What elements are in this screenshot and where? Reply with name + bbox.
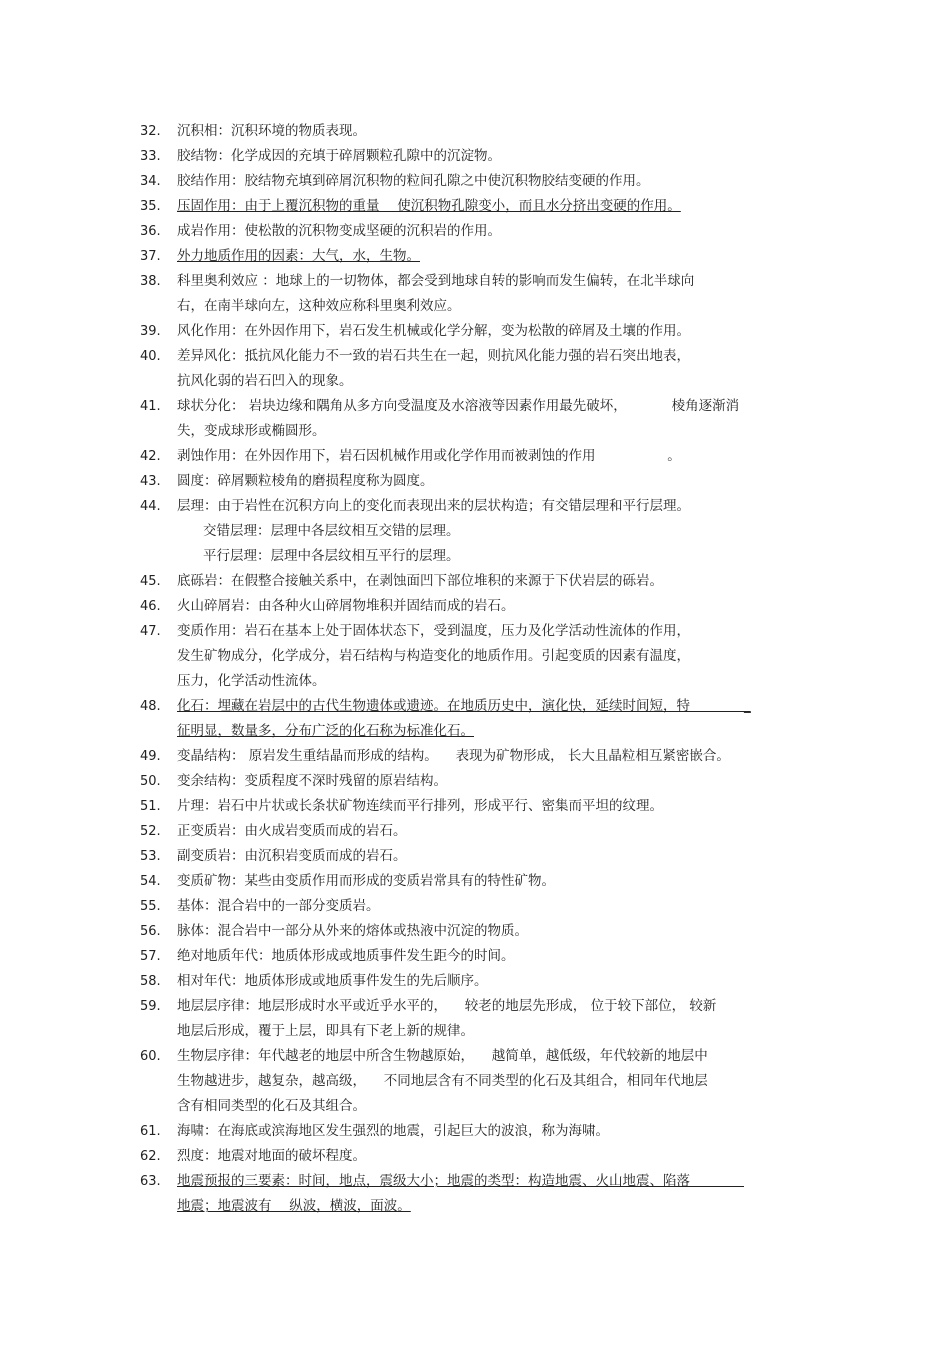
entry-text-line: 胶结物：化学成因的充填于碎屑颗粒孔隙中的沉淀物。 xyxy=(177,148,501,164)
entry-number: 51. xyxy=(140,799,161,814)
entry-text-line: 变质矿物：某些由变质作用而形成的变质岩常具有的特性矿物。 xyxy=(177,873,555,889)
entry-number: 48. xyxy=(140,699,161,714)
entry-number: 36. xyxy=(140,224,161,239)
glossary-entry xyxy=(140,769,820,794)
entry-text-line: 征明显，数量多，分布广泛的化石称为标准化石。 xyxy=(177,723,474,739)
glossary-entry xyxy=(140,794,820,819)
entry-text-line: 层理：由于岩性在沉积方向上的变化而表现出来的层状构造；有交错层理和平行层理。 xyxy=(177,498,690,514)
glossary-entry xyxy=(140,619,820,694)
entry-text-line: 绝对地质年代：地质体形成或地质事件发生距今的时间。 xyxy=(177,948,515,964)
entry-text-line: 沉积相：沉积环境的物质表现。 xyxy=(177,123,366,139)
entry-text-line: 球状分化： 岩块边缘和隅角从多方向受温度及水溶液等因素作用最先破坏， 棱角逐渐消 xyxy=(177,398,740,414)
glossary-entry xyxy=(140,119,820,144)
entry-text-line: 化石：埋藏在岩层中的古代生物遗体或遗迹。在地质历史中，演化快，延续时间短，特 _ xyxy=(177,698,751,714)
entry-text-line: 片理：岩石中片状或长条状矿物连续而平行排列，形成平行、密集而平坦的纹理。 xyxy=(177,798,663,814)
entry-text-line: 烈度：地震对地面的破坏程度。 xyxy=(177,1148,366,1164)
entry-text-line: 正变质岩：由火成岩变质而成的岩石。 xyxy=(177,823,407,839)
entry-number: 63. xyxy=(140,1174,161,1189)
entry-text-line: 右，在南半球向左，这种效应称科里奥利效应。 xyxy=(177,298,461,314)
glossary-entry xyxy=(140,1169,820,1219)
entry-text-line: 底砾岩：在假整合接触关系中，在剥蚀面凹下部位堆积的来源于下伏岩层的砾岩。 xyxy=(177,573,663,589)
entry-text-line: 压固作用：由于上覆沉积物的重量 使沉积物孔隙变小，而且水分挤出变硬的作用。 xyxy=(177,198,681,214)
glossary-entry xyxy=(140,1144,820,1169)
entry-text-line: 发生矿物成分，化学成分，岩石结构与构造变化的地质作用。引起变质的因素有温度， xyxy=(177,648,690,664)
glossary-entry xyxy=(140,594,820,619)
entry-sub-definition: 交错层理：层理中各层纹相互交错的层理。 xyxy=(203,523,460,539)
glossary-entry xyxy=(140,1044,820,1119)
entry-number: 40. xyxy=(140,349,161,364)
glossary-entry xyxy=(140,469,820,494)
glossary-list xyxy=(140,119,820,1219)
glossary-entry xyxy=(140,494,820,569)
entry-number: 32. xyxy=(140,124,161,139)
glossary-entry xyxy=(140,894,820,919)
entry-text-line: 科里奥利效应 ：地球上的一切物体，都会受到地球自转的影响而发生偏转，在北半球向 xyxy=(177,273,695,289)
glossary-entry xyxy=(140,194,820,219)
entry-number: 58. xyxy=(140,974,161,989)
glossary-entry xyxy=(140,444,820,469)
entry-number: 50. xyxy=(140,774,161,789)
entry-number: 57. xyxy=(140,949,161,964)
entry-text-line: 生物越进步，越复杂，越高级， 不同地层含有不同类型的化石及其组合，相同年代地层 xyxy=(177,1073,708,1089)
glossary-entry xyxy=(140,919,820,944)
entry-number: 52. xyxy=(140,824,161,839)
entry-text-line: 差异风化：抵抗风化能力不一致的岩石共生在一起，则抗风化能力强的岩石突出地表， xyxy=(177,348,690,364)
glossary-entry xyxy=(140,569,820,594)
entry-number: 38. xyxy=(140,274,161,289)
glossary-entry xyxy=(140,994,820,1044)
entry-number: 41. xyxy=(140,399,161,414)
glossary-entry xyxy=(140,969,820,994)
entry-text-line: 地层后形成，覆于上层，即具有下老上新的规律。 xyxy=(177,1023,474,1039)
glossary-entry xyxy=(140,344,820,394)
entry-text-line: 海啸：在海底或滨海地区发生强烈的地震，引起巨大的波浪，称为海啸。 xyxy=(177,1123,609,1139)
glossary-entry xyxy=(140,269,820,319)
entry-number: 60. xyxy=(140,1049,161,1064)
entry-text-line: 脉体：混合岩中一部分从外来的熔体或热液中沉淀的物质。 xyxy=(177,923,528,939)
glossary-entry xyxy=(140,394,820,444)
entry-number: 42. xyxy=(140,449,161,464)
entry-number: 46. xyxy=(140,599,161,614)
glossary-entry xyxy=(140,744,820,769)
glossary-entry xyxy=(140,1119,820,1144)
entry-number: 37. xyxy=(140,249,161,264)
entry-number: 43. xyxy=(140,474,161,489)
entry-number: 62. xyxy=(140,1149,161,1164)
glossary-entry xyxy=(140,144,820,169)
entry-text-line: 变晶结构： 原岩发生重结晶而形成的结构。 表现为矿物形成， 长大且晶粒相互紧密嵌合。 xyxy=(177,748,730,764)
entry-number: 55. xyxy=(140,899,161,914)
entry-text-line: 变余结构：变质程度不深时残留的原岩结构。 xyxy=(177,773,447,789)
entry-text-line: 相对年代：地质体形成或地质事件发生的先后顺序。 xyxy=(177,973,488,989)
entry-text-line: 压力，化学活动性流体。 xyxy=(177,673,326,689)
entry-text-line: 基体：混合岩中的一部分变质岩。 xyxy=(177,898,380,914)
glossary-entry xyxy=(140,944,820,969)
entry-number: 45. xyxy=(140,574,161,589)
entry-number: 34. xyxy=(140,174,161,189)
glossary-entry xyxy=(140,869,820,894)
entry-number: 39. xyxy=(140,324,161,339)
entry-number: 49. xyxy=(140,749,161,764)
entry-number: 61. xyxy=(140,1124,161,1139)
glossary-entry xyxy=(140,319,820,344)
entry-text-line: 火山碎屑岩：由各种火山碎屑物堆积并固结而成的岩石。 xyxy=(177,598,515,614)
entry-text-line: 地震预报的三要素：时间，地点，震级大小；地震的类型：构造地震、火山地震、陷落 xyxy=(177,1173,744,1189)
entry-number: 44. xyxy=(140,499,161,514)
entry-number: 56. xyxy=(140,924,161,939)
entry-number: 53. xyxy=(140,849,161,864)
glossary-entry xyxy=(140,844,820,869)
entry-text-line: 含有相同类型的化石及其组合。 xyxy=(177,1098,366,1114)
entry-number: 35. xyxy=(140,199,161,214)
entry-text-line: 地层层序律：地层形成时水平或近乎水平的， 较老的地层先形成， 位于较下部位， 较新 xyxy=(177,998,717,1014)
entry-text-line: 生物层序律：年代越老的地层中所含生物越原始， 越简单，越低级，年代较新的地层中 xyxy=(177,1048,708,1064)
entry-sub-definition: 平行层理：层理中各层纹相互平行的层理。 xyxy=(203,548,460,564)
glossary-entry xyxy=(140,169,820,194)
entry-text-line: 副变质岩：由沉积岩变质而成的岩石。 xyxy=(177,848,407,864)
entry-text-line: 胶结作用：胶结物充填到碎屑沉积物的粒间孔隙之中使沉积物胶结变硬的作用。 xyxy=(177,173,650,189)
entry-number: 47. xyxy=(140,624,161,639)
entry-text-line: 地震；地震波有 纵波，横波，面波。 xyxy=(177,1198,411,1214)
entry-text-line: 风化作用：在外因作用下，岩石发生机械或化学分解，变为松散的碎屑及土壤的作用。 xyxy=(177,323,690,339)
glossary-entry xyxy=(140,219,820,244)
entry-text-line: 剥蚀作用：在外因作用下，岩石因机械作用或化学作用而被剥蚀的作用 。 xyxy=(177,448,681,464)
entry-number: 54. xyxy=(140,874,161,889)
entry-text-line: 变质作用：岩石在基本上处于固体状态下，受到温度，压力及化学活动性流体的作用， xyxy=(177,623,690,639)
glossary-entry xyxy=(140,244,820,269)
entry-text-line: 抗风化弱的岩石凹入的现象。 xyxy=(177,373,353,389)
glossary-entry xyxy=(140,819,820,844)
entry-text-line: 圆度：碎屑颗粒棱角的磨损程度称为圆度。 xyxy=(177,473,434,489)
glossary-entry xyxy=(140,694,820,744)
entry-text-line: 成岩作用：使松散的沉积物变成坚硬的沉积岩的作用。 xyxy=(177,223,501,239)
entry-text-line: 外力地质作用的因素：大气，水，生物。 xyxy=(177,248,420,264)
entry-number: 59. xyxy=(140,999,161,1014)
entry-text-line: 失，变成球形或椭圆形。 xyxy=(177,423,326,439)
entry-number: 33. xyxy=(140,149,161,164)
